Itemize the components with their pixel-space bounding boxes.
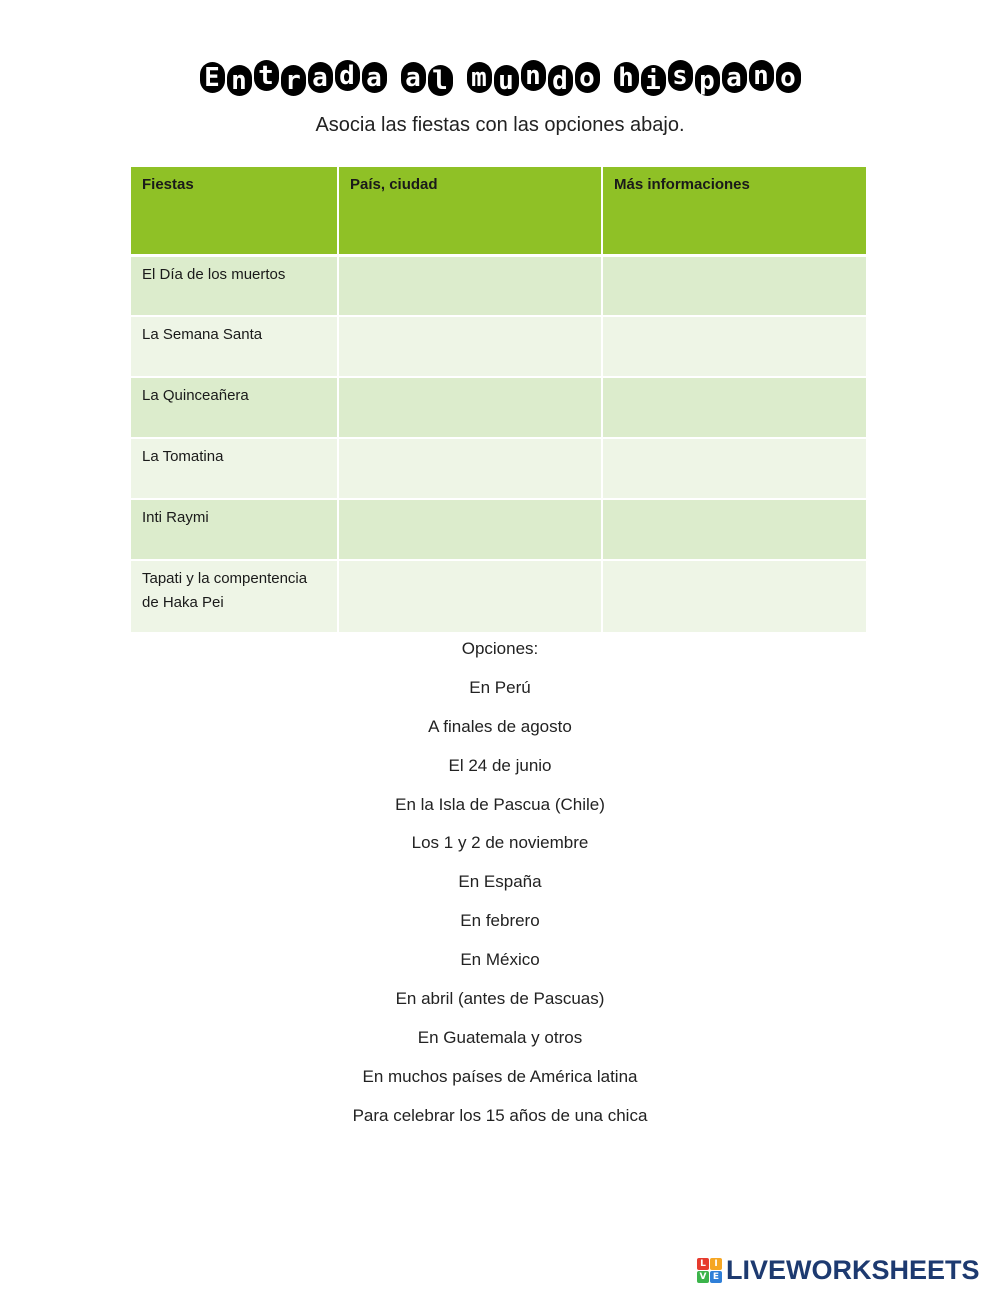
fiesta-name: La Tomatina [131,438,338,499]
title-letter: r [281,65,306,96]
title-letter: n [749,60,774,91]
header-mas-informaciones: Más informaciones [602,167,866,255]
answer-cell-info[interactable] [602,438,866,499]
title-letter: o [575,62,600,93]
options-list [0,637,1000,1143]
title-letter: n [227,65,252,96]
fiesta-name: La Quinceañera [131,377,338,438]
option-item[interactable]: En la Isla de Pascua (Chile) [395,794,605,814]
option-item[interactable]: Para celebrar los 15 años de una chica [352,1105,648,1125]
answer-cell-pais[interactable] [338,316,602,377]
table-header-row [131,167,866,255]
title-letter: s [668,60,693,91]
logo-icon-letter: E [710,1271,722,1283]
answer-cell-pais[interactable] [338,438,602,499]
fiesta-name: Inti Raymi [131,499,338,560]
title-letter: u [494,65,519,96]
table-row [131,316,866,377]
header-fiestas: Fiestas [131,167,338,255]
answer-cell-info[interactable] [602,499,866,560]
title-letter: a [362,62,387,93]
fiestas-table [131,167,866,634]
option-item[interactable]: El 24 de junio [448,755,552,775]
table-row [131,255,866,316]
liveworksheets-icon [697,1258,722,1283]
fiesta-name: La Semana Santa [131,316,338,377]
option-item[interactable]: En muchos países de América latina [362,1066,638,1086]
logo-icon-letter: V [697,1271,709,1283]
option-item[interactable]: En Perú [469,677,531,697]
title-word [401,62,453,96]
logo-icon-letter: L [697,1258,709,1270]
title-letter: p [695,65,720,96]
title-letter: h [614,62,639,93]
title-letter: a [401,62,426,93]
instructions: Asocia las fiestas con las opciones abajo. [315,114,685,136]
fiesta-name: El Día de los muertos [131,255,338,316]
title-word [467,60,600,96]
header-pais-ciudad: País, ciudad [338,167,602,255]
answer-cell-info[interactable] [602,560,866,633]
title-letter: n [521,60,546,91]
answer-cell-pais[interactable] [338,499,602,560]
title-letter: E [200,62,225,93]
logo-icon-letter: I [710,1258,722,1270]
title-letter: d [548,65,573,96]
title-letter: i [641,65,666,96]
worksheet-title [0,60,1000,96]
title-letter: l [428,65,453,96]
answer-cell-pais[interactable] [338,255,602,316]
table-row [131,560,866,633]
answer-cell-pais[interactable] [338,560,602,633]
logo-text: LIVEWORKSHEETS [726,1254,980,1285]
option-item[interactable]: En México [460,950,540,970]
option-item[interactable]: Los 1 y 2 de noviembre [411,833,589,853]
title-word [614,60,801,96]
option-item[interactable]: En abril (antes de Pascuas) [395,989,605,1009]
answer-cell-info[interactable] [602,377,866,438]
fiesta-name: Tapati y la compentencia de Haka Pei [131,560,338,633]
answer-cell-pais[interactable] [338,377,602,438]
title-letter: a [722,62,747,93]
option-item[interactable]: En febrero [460,911,540,931]
table-row [131,438,866,499]
option-item[interactable]: En España [458,872,542,892]
answer-cell-info[interactable] [602,255,866,316]
answer-cell-info[interactable] [602,316,866,377]
title-letter: o [776,62,801,93]
title-letter: d [335,60,360,91]
table-row [131,377,866,438]
title-letter: t [254,60,279,91]
liveworksheets-logo [697,1256,980,1284]
title-letter: m [467,62,492,93]
title-word [200,60,387,96]
option-item[interactable]: En Guatemala y otros [417,1027,583,1047]
option-item[interactable]: A finales de agosto [428,716,572,736]
table-row [131,499,866,560]
options-label: Opciones: [461,639,539,658]
title-letter: a [308,62,333,93]
